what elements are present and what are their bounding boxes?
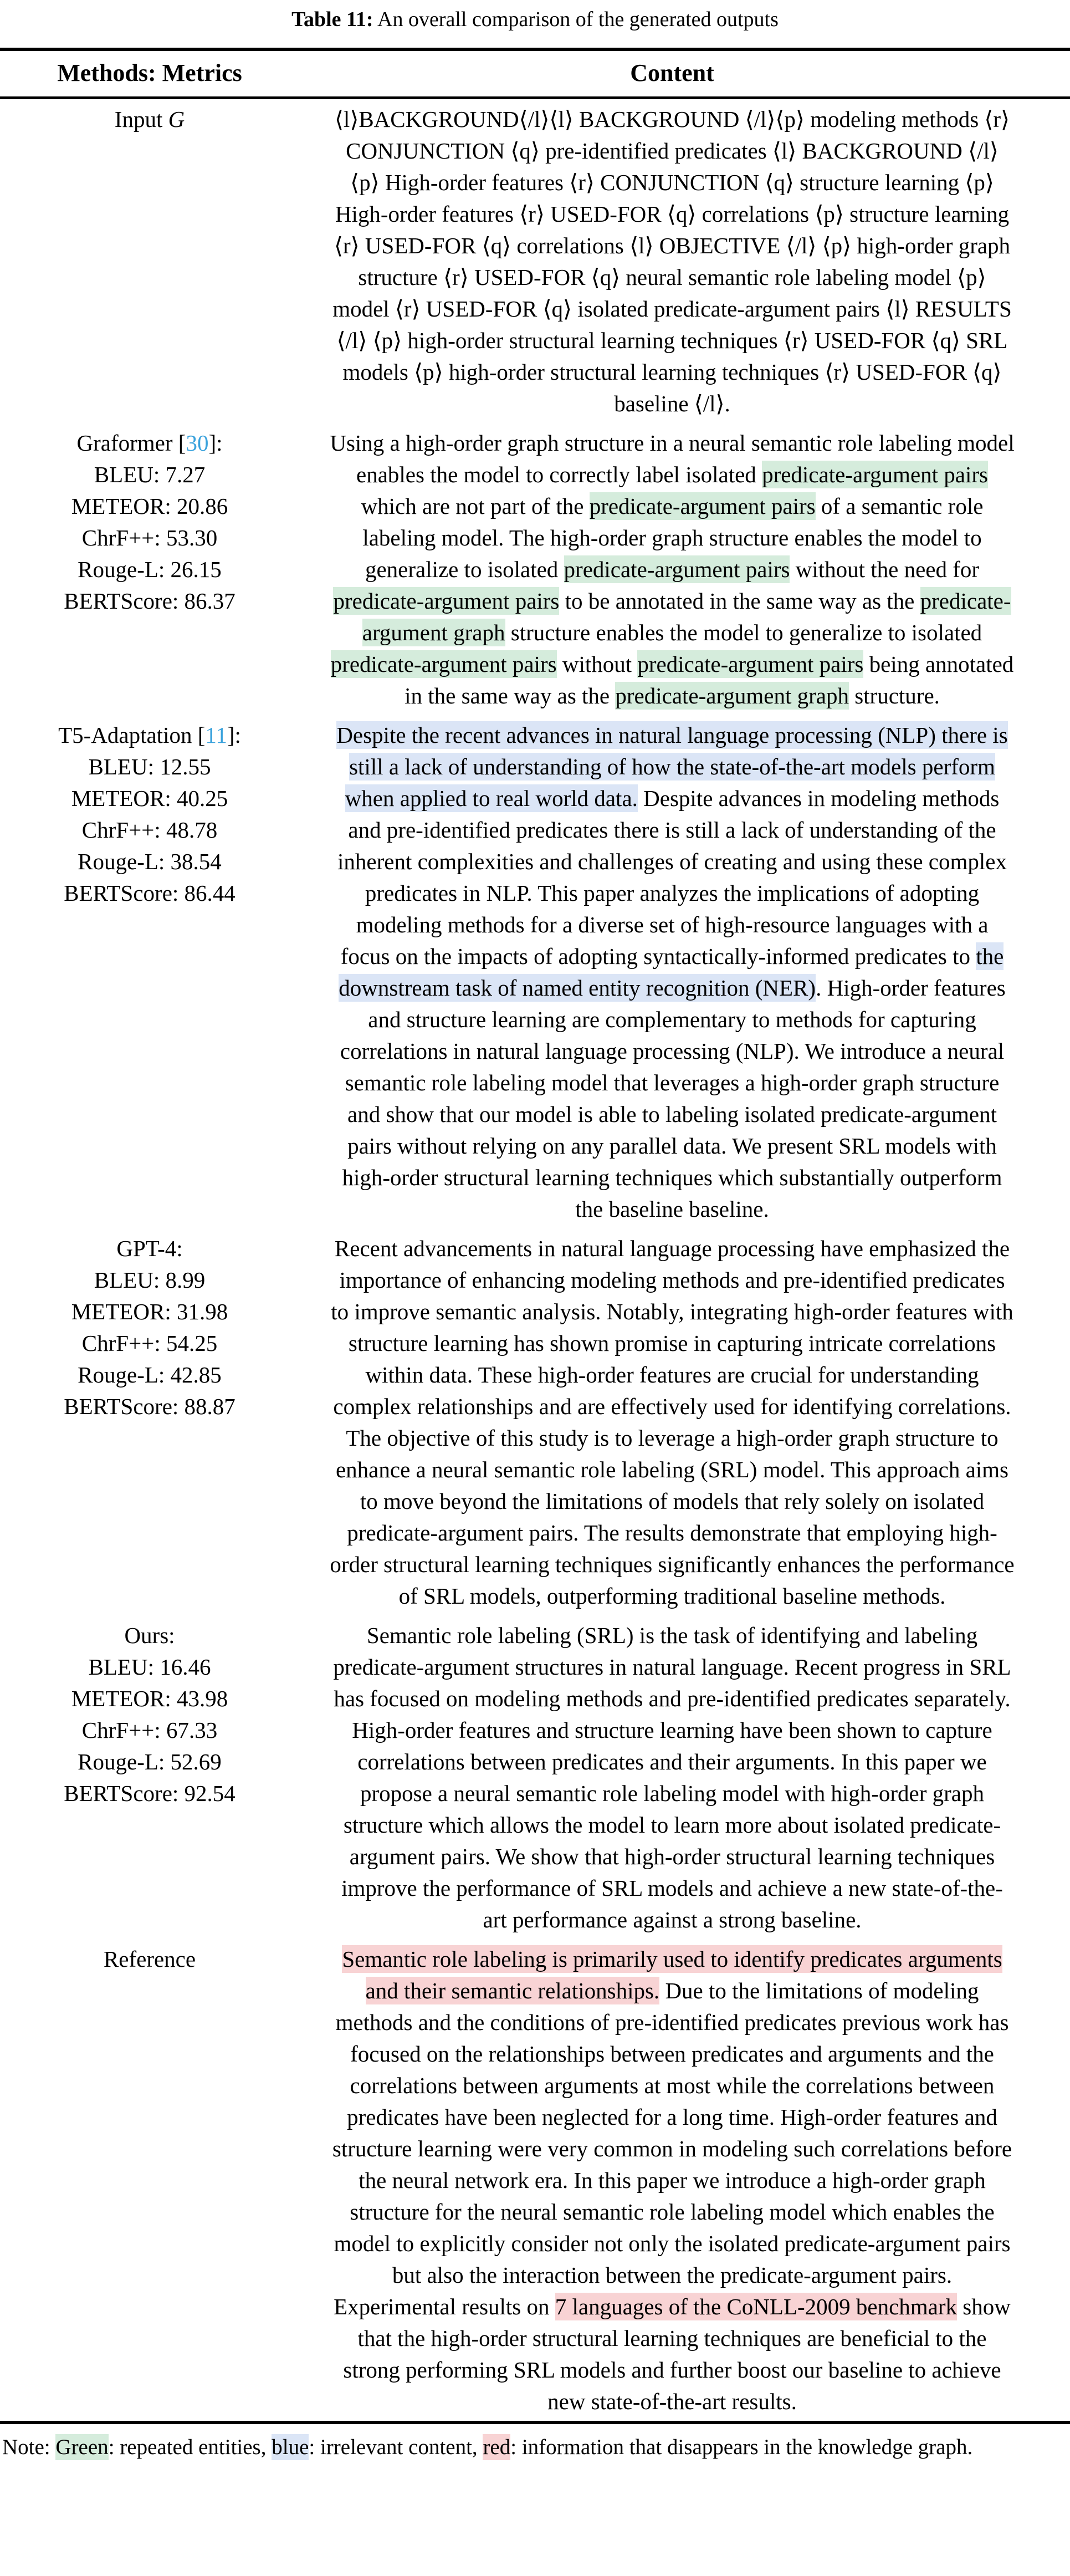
method-cell <box>0 427 299 617</box>
method-line <box>0 814 299 846</box>
content-cell <box>299 1233 1070 1612</box>
method-line <box>0 1264 299 1296</box>
text-segment: Despite advances in modeling methods and pre-identified predicates there is still a lack of understanding of the inherent complexities and challenges of creating and using these complex predicates in NLP. This paper analyzes the implications of adopting modeling methods for a diverse set of high-resource languages with a focus on the impacts of adopting syntactically-informed predicates to <box>337 785 1007 969</box>
text-segment: ]: <box>227 722 241 748</box>
text-segment: ChrF++: 53.30 <box>81 525 218 550</box>
text-segment: being annotated in the same way as the <box>405 651 1014 708</box>
table-row <box>0 99 1070 423</box>
highlight-green: predicate-argument graph <box>362 588 1011 645</box>
method-line <box>0 1651 299 1683</box>
text-segment: Rouge-L: 38.54 <box>78 849 222 874</box>
table-row <box>0 1228 1070 1615</box>
text-segment: Rouge-L: 42.85 <box>78 1362 222 1388</box>
text-segment: structure enables the model to generalize to isolated <box>505 620 982 645</box>
text-segment: BERTScore: 92.54 <box>64 1781 235 1806</box>
text-segment: METEOR: 31.98 <box>71 1299 228 1324</box>
table-row <box>0 715 1070 1228</box>
table-row <box>0 423 1070 715</box>
text-segment: ChrF++: 48.78 <box>81 817 218 843</box>
content-cell <box>299 1944 1070 2417</box>
table-note <box>0 2424 1070 2462</box>
method-line <box>0 1233 299 1264</box>
method-line <box>0 1620 299 1651</box>
text-segment: : irrelevant content, <box>309 2435 483 2459</box>
text-segment: Graformer [ <box>76 430 186 456</box>
method-line <box>0 585 299 617</box>
highlight-green: predicate-argument pairs <box>589 493 816 519</box>
method-line <box>0 1715 299 1746</box>
text-segment: . High-order features and structure learning are complementary to methods for capturing correlations in natural language processing (NLP). We introduce a neural semantic role labeling model that leverages a high-order graph structure and show that our model is able to labeling isolated predicate-argument pairs without relying on any parallel data. We present SRL models with high-order structural learning techniques which substantially outperform the baseline baseline. <box>340 975 1006 1222</box>
text-segment: Recent advancements in natural language processing have emphasized the importance of enhancing modeling methods and pre-identified predicates to improve semantic analysis. Notably, integrating high-order features with structure learning has shown promise in capturing intricate correlations within data. These high-order features are crucial for understanding complex relationships and are effectively used for identifying correlations. The objective of this study is to leverage a high-order graph structure to enhance a neural semantic role labeling (SRL) model. This approach aims to move beyond the limitations of models that rely solely on isolated predicate-argument pairs. The results demonstrate that employing high-order structural learning techniques significantly enhances the performance of SRL models, outperforming traditional baseline methods. <box>330 1236 1015 1609</box>
method-line <box>0 751 299 783</box>
highlight-red: Semantic role labeling is primarily used to identify predicates arguments and their semantic relationships. <box>342 1946 1002 2003</box>
text-segment: Semantic role labeling (SRL) is the task of identifying and labeling predicate-argument structures in natural language. Recent progress in SRL has focused on modeling methods and pre-identified predicates separately. High-order features and structure learning have been shown to capture correlations between predicates and their arguments. In this paper we propose a neural semantic role labeling model with high-order graph structure which allows the model to learn more about isolated predicate-argument pairs. We show that high-order structural learning techniques improve the performance of SRL models and achieve a new state-of-the-art performance against a strong baseline. <box>333 1623 1011 1932</box>
content-cell <box>299 1620 1070 1936</box>
highlight-green: Green <box>55 2435 109 2459</box>
table-row <box>0 1615 1070 1939</box>
text-segment: ]: <box>208 430 223 456</box>
method-line <box>0 491 299 522</box>
text-segment: METEOR: 20.86 <box>71 493 228 519</box>
text-segment: ChrF++: 67.33 <box>81 1717 218 1743</box>
text-segment: Using a high-order graph structure in a neural semantic role labeling model enables the model to correctly label isolated <box>330 430 1015 487</box>
highlight-blue: blue <box>272 2435 309 2459</box>
method-line <box>0 1391 299 1422</box>
method-cell <box>0 1944 299 1975</box>
text-segment: Reference <box>103 1946 196 1972</box>
method-cell <box>0 1233 299 1422</box>
text-segment: BERTScore: 86.44 <box>64 880 235 906</box>
text-segment: Note: <box>2 2435 56 2459</box>
highlight-green: predicate-argument pairs <box>333 588 560 614</box>
method-line <box>0 1778 299 1809</box>
method-line <box>0 459 299 491</box>
text-segment: to be annotated in the same way as the <box>559 588 920 614</box>
method-cell <box>0 104 299 135</box>
method-line <box>0 1359 299 1391</box>
text-segment: Rouge-L: 26.15 <box>78 557 222 582</box>
text-segment: show that the high-order structural learning techniques are beneficial to the strong performing SRL models and further boost our baseline to achieve new state-of-the-art results. <box>343 2294 1011 2414</box>
method-line <box>0 1944 299 1975</box>
method-line <box>0 522 299 554</box>
text-segment: Input <box>114 106 168 132</box>
table-caption <box>0 0 1070 33</box>
method-cell <box>0 1620 299 1809</box>
method-line <box>0 104 299 135</box>
method-line <box>0 878 299 909</box>
text-segment: Rouge-L: 52.69 <box>78 1749 222 1774</box>
table-row <box>0 1939 1070 2421</box>
highlight-green: predicate-argument graph <box>615 683 849 708</box>
table-body <box>0 99 1070 2421</box>
citation-link[interactable]: 30 <box>186 430 209 456</box>
text-segment: Ours: <box>124 1623 175 1648</box>
text-segment: BLEU: 16.46 <box>88 1654 211 1680</box>
text-segment: METEOR: 40.25 <box>71 785 228 811</box>
highlight-green: predicate-argument pairs <box>637 651 864 677</box>
highlight-red: 7 languages of the CoNLL-2009 benchmark <box>555 2294 958 2319</box>
table-header-row <box>0 51 1070 96</box>
content-cell <box>299 427 1070 712</box>
method-line <box>0 1683 299 1715</box>
text-segment: : repeated entities, <box>108 2435 272 2459</box>
text-segment: G <box>168 106 185 132</box>
text-segment: BLEU: 12.55 <box>88 754 211 779</box>
highlight-green: predicate-argument pairs <box>762 462 988 487</box>
text-segment: without the need for <box>790 557 980 582</box>
highlight-green: predicate-argument pairs <box>564 557 790 582</box>
citation-link[interactable]: 11 <box>205 722 227 748</box>
table-caption-text: An overall comparison of the generated outputs <box>373 8 779 31</box>
text-segment: structure. <box>848 683 940 708</box>
text-segment: ⟨l⟩BACKGROUND⟨/l⟩⟨l⟩ BACKGROUND ⟨/l⟩⟨p⟩ modeling methods ⟨r⟩ CONJUNCTION ⟨q⟩ pre-identified predicates ⟨l⟩ BACKGROUND ⟨/l⟩ ⟨p⟩ High-order features ⟨r⟩ CONJUNCTION ⟨q⟩ structure learning ⟨p⟩ High-order features ⟨r⟩ USED-FOR ⟨q⟩ correlations ⟨p⟩ structure learning ⟨r⟩ USED-FOR ⟨q⟩ correlations ⟨l⟩ OBJECTIVE ⟨/l⟩ ⟨p⟩ high-order graph structure ⟨r⟩ USED-FOR ⟨q⟩ neural semantic role labeling model ⟨p⟩ model ⟨r⟩ USED-FOR ⟨q⟩ isolated predicate-argument pairs ⟨l⟩ RESULTS ⟨/l⟩ ⟨p⟩ high-order structural learning techniques ⟨r⟩ USED-FOR ⟨q⟩ SRL models ⟨p⟩ high-order structural learning techniques ⟨r⟩ USED-FOR ⟨q⟩ baseline ⟨/l⟩. <box>332 106 1012 416</box>
text-segment: T5-Adaptation [ <box>58 722 206 748</box>
text-segment: Due to the limitations of modeling methods and the conditions of pre-identified predicates previous work has focused on the relationships between predicates and arguments and the correlations between arguments at most while the correlations between predicates have been neglected for a long time. High-order features and structure learning were very common in modeling such correlations before the neural network era. In this paper we introduce a high-order graph structure for the neural semantic role labeling model which enables the model to explicitly consider not only the isolated predicate-argument pairs but also the interaction between the predicate-argument pairs. Experimental results on <box>332 1978 1012 2319</box>
method-line <box>0 1328 299 1359</box>
text-segment: BERTScore: 88.87 <box>64 1394 235 1419</box>
content-cell <box>299 720 1070 1225</box>
header-content: Content <box>630 59 714 86</box>
highlight-red: red <box>483 2435 511 2459</box>
text-segment: without <box>556 651 638 677</box>
method-cell <box>0 720 299 909</box>
text-segment: ChrF++: 54.25 <box>81 1330 218 1356</box>
text-segment: : information that disappears in the knowledge graph. <box>510 2435 973 2459</box>
text-segment: of a semantic role labeling model. The high-order graph structure enables the model to generalize to isolated <box>362 493 984 582</box>
text-segment: BERTScore: 86.37 <box>64 588 235 614</box>
content-cell <box>299 104 1070 420</box>
header-methods-metrics: Methods: Metrics <box>57 59 242 86</box>
highlight-blue: the downstream task of named entity recognition (NER) <box>339 943 1004 1001</box>
method-line <box>0 1746 299 1778</box>
method-line <box>0 846 299 878</box>
method-line <box>0 427 299 459</box>
method-line <box>0 720 299 751</box>
method-line <box>0 783 299 814</box>
text-segment: which are not part of the <box>361 493 590 519</box>
method-line <box>0 554 299 585</box>
text-segment: METEOR: 43.98 <box>71 1686 228 1711</box>
text-segment: BLEU: 8.99 <box>94 1267 206 1293</box>
table-caption-label: Table 11: <box>291 8 373 31</box>
text-segment: GPT-4: <box>116 1236 183 1261</box>
highlight-green: predicate-argument pairs <box>330 651 557 677</box>
text-segment: BLEU: 7.27 <box>94 462 206 487</box>
method-line <box>0 1296 299 1328</box>
highlight-blue: Despite the recent advances in natural language processing (NLP) there is still a lack of understanding of how the state-of-the-art models perform when applied to real world data. <box>336 722 1008 811</box>
